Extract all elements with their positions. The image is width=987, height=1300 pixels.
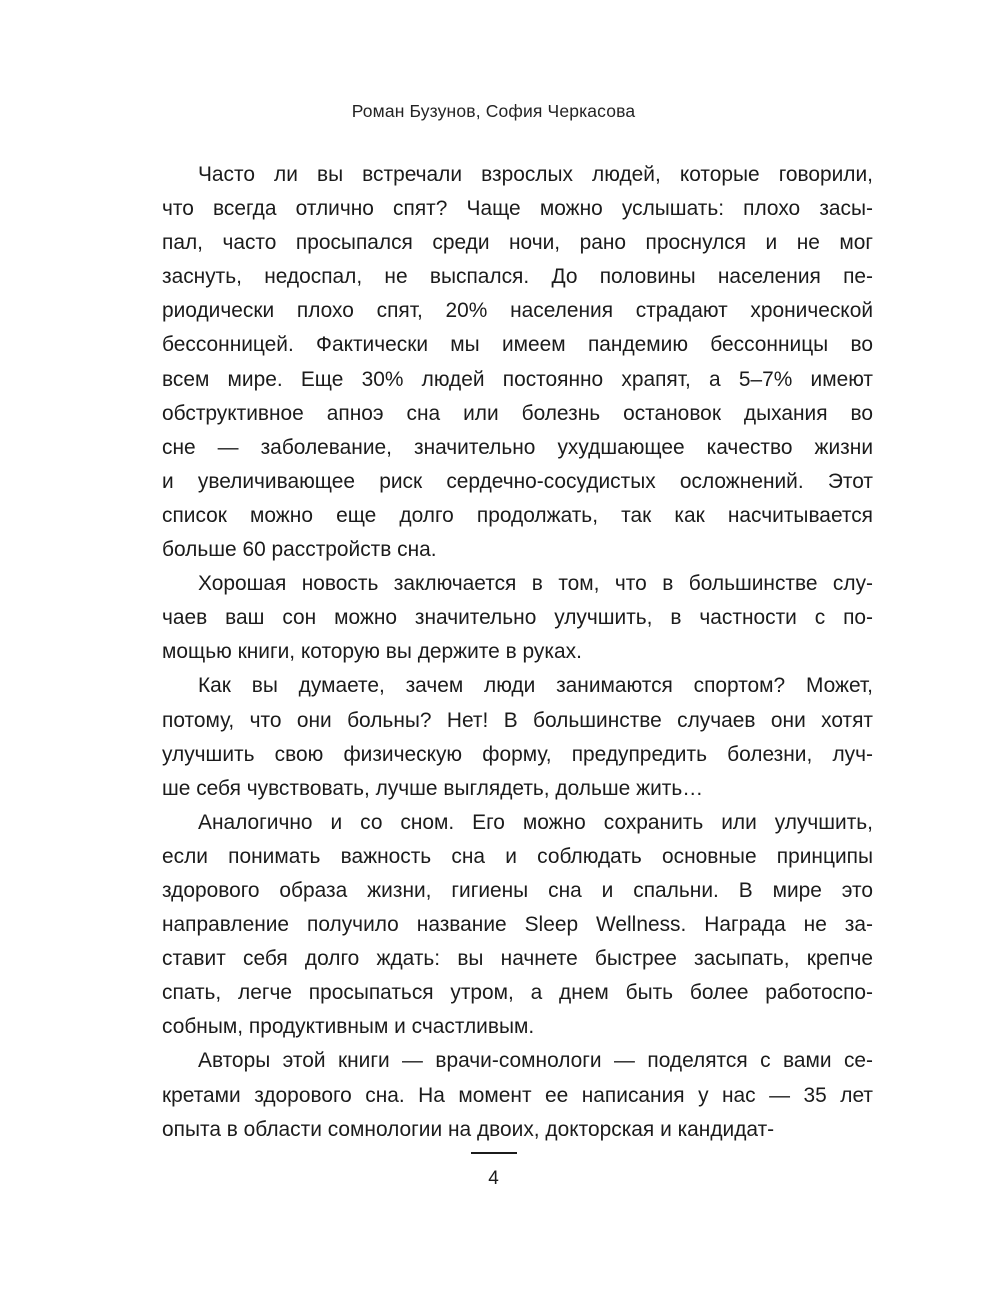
body-paragraph (162, 669, 873, 805)
text-line: список можно еще долго продолжать, так как насчитывается (162, 503, 873, 527)
text-line: потому, что они больны? Нет! В большинстве случаев они хотят (162, 708, 873, 732)
body-paragraph (162, 1044, 873, 1146)
text-line: Авторы этой книги — врачи-сомнологи — поделятся с вами се- (198, 1049, 873, 1073)
page-number: 4 (488, 1168, 499, 1189)
text-line: риодически плохо спят, 20% населения страдают хронической (162, 299, 873, 323)
text-line: Аналогично и со сном. Его можно сохранить или улучшить, (198, 810, 873, 834)
text-line: Хорошая новость заключается в том, что в большинстве слу- (198, 572, 873, 596)
text-line: сне — заболевание, значительно ухудшающее качество жизни (162, 435, 873, 459)
text-line: всем мире. Еще 30% людей постоянно храпят, а 5–7% имеют (162, 367, 873, 391)
body-paragraph (162, 158, 873, 567)
text-line: чаев ваш сон можно значительно улучшить, в частности с по- (162, 606, 873, 630)
page-footer (0, 1152, 987, 1190)
text-line: Часто ли вы встречали взрослых людей, которые говорили, (198, 163, 873, 186)
text-line: направление получило название Sleep Wellness. Награда не за- (162, 913, 873, 937)
text-line: ставит себя долго ждать: вы начнете быстрее засыпать, крепче (162, 947, 873, 971)
body-paragraph (162, 806, 873, 1045)
text-line: больше 60 расстройств сна. (162, 538, 437, 562)
running-header: Роман Бузунов, София Черкасова (351, 101, 636, 121)
footer-rule (471, 1152, 517, 1154)
text-line: собным, продуктивным и счастливым. (162, 1015, 535, 1039)
body-text-column (162, 158, 873, 1147)
text-line: спать, легче просыпаться утром, а днем быть более работоспо- (162, 981, 873, 1005)
text-line: кретами здорового сна. На момент ее написания у нас — 35 лет (162, 1083, 873, 1107)
text-line: пал, часто просыпался среди ночи, рано проснулся и не мог (162, 231, 873, 255)
text-line: улучшить свою физическую форму, предупредить болезни, луч- (162, 742, 873, 766)
text-line: ше себя чувствовать, лучше выглядеть, дольше жить… (162, 776, 704, 800)
text-line: заснуть, недоспал, не выспался. До половины населения пе- (162, 265, 873, 289)
text-line: и увеличивающее риск сердечно-сосудистых осложнений. Этот (162, 469, 873, 493)
text-line: обструктивное апноэ сна или болезнь остановок дыхания во (162, 401, 873, 425)
text-line: здорового образа жизни, гигиены сна и спальни. В мире это (162, 878, 873, 902)
text-line: что всегда отлично спят? Чаще можно услышать: плохо засы- (162, 197, 873, 221)
text-line: если понимать важность сна и соблюдать основные принципы (162, 844, 873, 868)
text-line: Как вы думаете, зачем люди занимаются спортом? Может, (198, 674, 873, 698)
text-line: опыта в области сомнологии на двоих, докторская и кандидат- (162, 1117, 775, 1141)
body-paragraph (162, 567, 873, 669)
text-line: бессонницей. Фактически мы имеем пандемию бессонницы во (162, 333, 873, 357)
text-line: мощью книги, которую вы держите в руках. (162, 640, 582, 664)
